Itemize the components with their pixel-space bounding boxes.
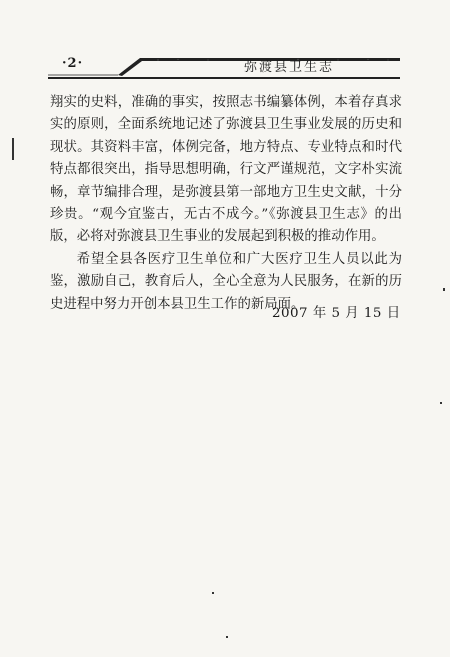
page-number: ·2· bbox=[62, 56, 84, 71]
paragraph-1: 翔实的史料，准确的事实，按照志书编纂体例，本着存真求实的原则，全面系统地记述了弥渡县卫生事业发展的历史和现状。其资料丰富，体例完备，地方特点、专业特点和时代特点都很突出，指导思想明确，行文严谨规范，文字朴实流畅，章节编排合理，是弥渡县第一部地方卫生史文献，十分珍贵。“观今宜鉴古，无古不成今。”《弥渡县卫生志》的出版，必将对弥渡县卫生事业的发展起到积极的推动作用。 bbox=[50, 95, 402, 245]
body-text bbox=[50, 92, 402, 316]
running-title: 弥渡县卫生志 bbox=[244, 60, 335, 75]
scan-mark bbox=[212, 592, 214, 594]
paragraph-2: 希望全县各医疗卫生单位和广大医疗卫生人员以此为鉴，激励自己，教育后人，全心全意为人民服务，在新的历史进程中努力开创本县卫生工作的新局面。 bbox=[50, 251, 402, 312]
header-ornament bbox=[48, 52, 400, 80]
running-header bbox=[48, 52, 400, 80]
signature-date: 2007 年 5 月 15 日 bbox=[272, 306, 401, 321]
scan-mark bbox=[440, 402, 442, 404]
scan-mark bbox=[12, 138, 14, 160]
scan-mark bbox=[443, 288, 445, 291]
scan-mark bbox=[226, 636, 228, 638]
